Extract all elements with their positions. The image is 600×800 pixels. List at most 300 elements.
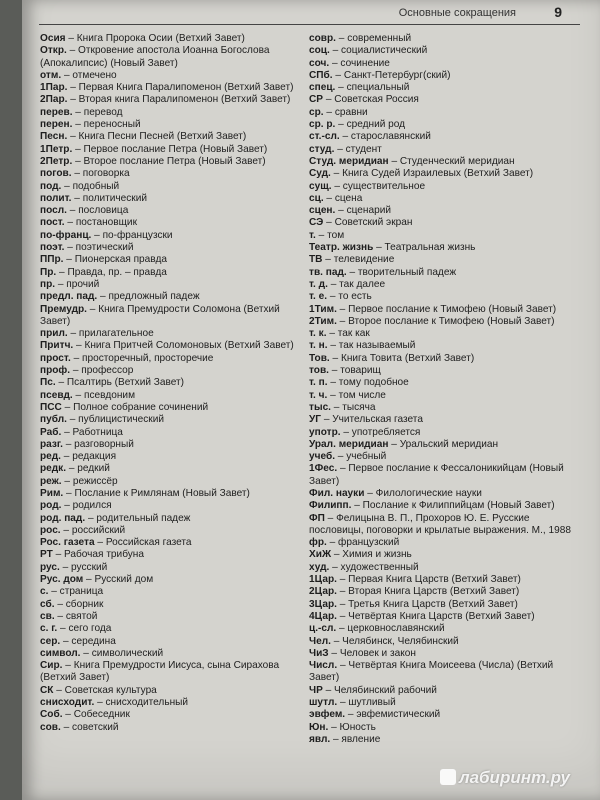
abbreviation-definition: – перевод	[72, 106, 123, 118]
abbreviation-term: спец.	[309, 82, 336, 94]
abbreviation-entry	[309, 451, 574, 463]
abbreviation-entry	[309, 279, 574, 291]
abbreviation-definition: – творительный падеж	[346, 266, 457, 278]
abbreviation-entry	[309, 340, 574, 352]
abbreviation-term: посл.	[40, 205, 67, 217]
abbreviation-definition: – специальный	[335, 82, 410, 94]
page-header	[39, 2, 580, 25]
abbreviation-definition: – Санкт-Петербург(ский)	[332, 69, 451, 81]
abbreviation-term: 2Пар.	[40, 94, 68, 106]
abbreviation-definition: – разговорный	[62, 438, 134, 450]
abbreviation-definition: – Вторая Книга Царств (Ветхий Завет)	[336, 586, 520, 598]
abbreviation-term: род.	[40, 500, 62, 512]
abbreviation-entry	[40, 254, 310, 266]
abbreviation-entry	[40, 427, 310, 439]
abbreviation-definition: – шутливый	[337, 697, 396, 709]
abbreviation-entry	[40, 205, 310, 217]
abbreviation-entry	[309, 353, 574, 365]
abbreviation-definition: – постановщик	[64, 217, 137, 229]
abbreviation-definition: – сборник	[54, 598, 104, 610]
abbreviation-definition: – французский	[326, 537, 400, 549]
abbreviation-entry	[309, 648, 574, 660]
abbreviation-definition: – Второе послание к Тимофею (Новый Завет)	[336, 315, 555, 327]
abbreviation-definition: – страница	[48, 586, 104, 598]
abbreviation-entry	[309, 574, 574, 586]
abbreviation-definition: – поэтический	[64, 242, 134, 254]
abbreviation-entry	[309, 58, 574, 70]
abbreviation-definition: – Книга Пророка Осии (Ветхий Завет)	[65, 33, 245, 44]
abbreviation-term: сб.	[40, 598, 55, 610]
abbreviation-definition: – том	[315, 229, 345, 241]
abbreviation-entry	[309, 316, 574, 328]
abbreviation-entry	[40, 131, 310, 143]
abbreviation-definition: – существительное	[331, 180, 426, 192]
abbreviation-term: Сир.	[40, 660, 63, 672]
watermark	[440, 768, 570, 788]
abbreviation-definition: – сравни	[323, 106, 368, 118]
abbreviation-definition: – Полное собрание сочинений	[61, 401, 209, 413]
abbreviation-term: употр.	[309, 426, 341, 438]
abbreviation-term: тыс.	[309, 401, 331, 413]
abbreviation-definition: – товарищ	[329, 365, 381, 377]
abbreviation-definition: – Книга Премудрости Соломона (Ветхий Завет)	[40, 303, 280, 327]
abbreviation-definition: – святой	[54, 610, 98, 622]
abbreviation-definition: – Учительская газета	[321, 414, 423, 426]
abbreviation-term: под.	[40, 180, 62, 192]
abbreviation-entry	[309, 463, 574, 488]
abbreviation-entry	[40, 513, 310, 525]
abbreviation-entry	[40, 193, 310, 205]
abbreviation-definition: – Российская газета	[94, 537, 192, 549]
abbreviation-definition: – символический	[80, 647, 164, 659]
abbreviation-entry	[40, 156, 310, 168]
abbreviation-term: 2Цар.	[309, 586, 337, 598]
abbreviation-definition: – редакция	[61, 451, 117, 463]
abbreviation-term: т. к.	[309, 328, 327, 340]
abbreviation-definition: – современный	[335, 33, 412, 44]
abbreviation-entry	[309, 119, 574, 131]
abbreviation-term: Осия	[40, 33, 66, 44]
abbreviation-term: СР	[309, 94, 324, 106]
abbreviation-term: пост.	[40, 217, 65, 229]
abbreviation-term: ПСС	[40, 401, 62, 413]
abbreviation-term: поэт.	[40, 242, 65, 254]
abbreviation-entry	[309, 562, 574, 574]
abbreviation-definition: – художественный	[329, 561, 419, 573]
abbreviation-term: Филипп.	[309, 500, 352, 512]
abbreviation-definition: – студент	[334, 143, 382, 155]
abbreviation-definition: – явление	[330, 733, 381, 745]
abbreviation-term: 3Цар.	[309, 598, 337, 610]
abbreviation-entry	[40, 119, 310, 131]
abbreviation-term: проф.	[40, 365, 71, 377]
abbreviation-term: Соб.	[40, 709, 63, 721]
abbreviation-definition: – сего года	[57, 623, 112, 635]
abbreviation-entry	[309, 623, 574, 635]
abbreviation-entry	[309, 304, 574, 316]
abbreviation-entry	[309, 107, 574, 119]
abbreviation-entry	[309, 549, 574, 561]
abbreviation-term: символ.	[40, 647, 81, 659]
abbreviation-entry	[309, 427, 574, 439]
abbreviation-entry	[309, 402, 574, 414]
abbreviation-definition: – употребляется	[340, 426, 421, 438]
abbreviation-entry	[40, 144, 310, 156]
abbreviation-term: ППр.	[40, 254, 64, 266]
abbreviation-term: студ.	[309, 143, 335, 155]
abbreviation-entry	[40, 181, 310, 193]
abbreviation-term: по-франц.	[40, 229, 92, 241]
abbreviation-term: ср. р.	[309, 119, 336, 131]
abbreviation-term: Юн.	[309, 721, 329, 733]
abbreviation-definition: – прочий	[55, 278, 100, 290]
abbreviation-entry	[309, 131, 574, 143]
abbreviation-definition: – телевидение	[322, 254, 395, 266]
abbreviation-entry	[40, 82, 310, 94]
abbreviation-term: РТ	[40, 549, 53, 561]
abbreviation-term: Урал. меридиан	[309, 438, 389, 450]
abbreviation-entry	[40, 242, 310, 254]
abbreviation-entry	[40, 414, 310, 426]
abbreviation-term: перев.	[40, 106, 73, 118]
abbreviation-definition: – переносный	[72, 119, 141, 131]
abbreviation-entry	[309, 242, 574, 254]
abbreviation-definition: – предложный падеж	[97, 291, 200, 303]
abbreviation-term: снисходит.	[40, 697, 95, 709]
abbreviation-entry	[40, 562, 310, 574]
abbreviation-entry	[309, 33, 574, 45]
abbreviation-definition: – Студенческий меридиан	[388, 155, 515, 167]
abbreviation-entry	[309, 414, 574, 426]
abbreviation-definition: – Книга Судей Израилевых (Ветхий Завет)	[330, 168, 534, 180]
abbreviation-definition: – пословица	[66, 205, 129, 217]
abbreviation-entry	[40, 267, 310, 279]
abbreviation-entry	[40, 574, 310, 586]
abbreviation-term: ст.-сл.	[309, 131, 340, 143]
labirint-logo-icon	[440, 769, 456, 785]
abbreviation-term: погов.	[40, 168, 72, 180]
abbreviation-term: публ.	[40, 414, 67, 426]
abbreviation-term: Тов.	[309, 352, 330, 364]
page-number: 9	[554, 4, 562, 20]
abbreviation-definition: – учебный	[335, 451, 387, 463]
abbreviation-entry	[309, 181, 574, 193]
abbreviation-entry	[40, 611, 310, 623]
abbreviation-entry	[309, 390, 574, 402]
abbreviation-term: тв. пад.	[309, 266, 347, 278]
abbreviation-entry	[309, 722, 574, 734]
abbreviation-term: Чел.	[309, 635, 331, 647]
abbreviation-entry	[309, 734, 574, 746]
book-page	[22, 0, 600, 800]
abbreviation-definition: – Книга Песни Песней (Ветхий Завет)	[67, 131, 247, 143]
abbreviation-term: соч.	[309, 57, 330, 69]
abbreviation-definition: – Третья Книга Царств (Ветхий Завет)	[336, 598, 518, 610]
abbreviation-entry	[40, 537, 310, 549]
abbreviation-entry	[309, 328, 574, 340]
abbreviation-definition: – прилагательное	[67, 328, 154, 340]
abbreviation-term: Откр.	[40, 45, 67, 57]
abbreviation-entry	[40, 377, 310, 389]
abbreviation-term: фр.	[309, 537, 327, 549]
abbreviation-definition: – середина	[60, 635, 116, 647]
abbreviation-entry	[309, 291, 574, 303]
abbreviation-entry	[309, 611, 574, 623]
abbreviation-entry	[40, 660, 310, 685]
abbreviation-definition: – снисходительный	[94, 697, 189, 709]
abbreviation-entry	[40, 94, 310, 106]
abbreviation-definition: – Правда, пр. – правда	[56, 266, 167, 278]
abbreviation-entry	[40, 291, 310, 303]
abbreviation-term: сер.	[40, 635, 61, 647]
abbreviation-entry	[40, 549, 310, 561]
abbreviation-entry	[40, 33, 310, 45]
abbreviation-term: редк.	[40, 463, 67, 475]
abbreviation-entry	[309, 94, 574, 106]
abbreviation-definition: – Химия и жизнь	[331, 549, 412, 561]
abbreviation-entry	[309, 168, 574, 180]
abbreviation-definition: – Челябинский рабочий	[322, 684, 437, 696]
abbreviation-entry	[40, 697, 310, 709]
abbreviation-term: Песн.	[40, 131, 68, 143]
abbreviation-definition: – так называемый	[327, 340, 416, 352]
abbreviation-entry	[40, 70, 310, 82]
abbreviation-term: ц.-сл.	[309, 623, 337, 635]
abbreviation-definition: – Псалтирь (Ветхий Завет)	[55, 377, 184, 389]
abbreviation-entry	[40, 586, 310, 598]
abbreviation-term: Театр. жизнь	[309, 242, 374, 254]
abbreviation-definition: – том числе	[327, 389, 386, 401]
abbreviation-definition: – средний род	[335, 119, 406, 131]
abbreviation-definition: – Фелицына В. П., Прохоров Ю. Е. Русские пословицы, поговорки и крылатые выражения. М., 1988	[309, 512, 571, 536]
abbreviation-entry	[40, 353, 310, 365]
abbreviation-term: отм.	[40, 69, 62, 81]
abbreviation-entry	[40, 599, 310, 611]
abbreviation-term: Рос. газета	[40, 537, 95, 549]
abbreviation-entry	[40, 476, 310, 488]
abbreviation-term: т.	[309, 229, 316, 241]
abbreviation-term: тов.	[309, 365, 329, 377]
abbreviation-term: с. г.	[40, 623, 58, 635]
abbreviation-definition: – сцена	[323, 192, 363, 204]
abbreviation-definition: – Четвёртая Книга Царств (Ветхий Завет)	[336, 610, 535, 622]
abbreviation-entry	[309, 365, 574, 377]
abbreviation-term: прост.	[40, 352, 71, 364]
abbreviation-definition: – Послание к Филиппийцам (Новый Завет)	[351, 500, 555, 512]
abbreviation-entry	[40, 217, 310, 229]
abbreviation-definition: – Советский экран	[323, 217, 413, 229]
abbreviation-entry	[40, 439, 310, 451]
abbreviation-term: ФП	[309, 512, 325, 524]
abbreviation-term: т. ч.	[309, 389, 328, 401]
abbreviation-entry	[40, 402, 310, 414]
abbreviation-term: пр.	[40, 278, 56, 290]
abbreviation-term: 2Тим.	[309, 315, 337, 327]
abbreviation-definition: – Книга Товита (Ветхий Завет)	[329, 352, 475, 364]
abbreviation-term: СК	[40, 684, 54, 696]
abbreviation-term: Премудр.	[40, 303, 87, 315]
abbreviation-entry	[309, 660, 574, 685]
abbreviation-definition: – поговорка	[71, 168, 130, 180]
abbreviation-term: Рус. дом	[40, 574, 84, 586]
abbreviation-entry	[309, 697, 574, 709]
abbreviation-term: 4Цар.	[309, 610, 337, 622]
abbreviation-entry	[40, 340, 310, 352]
abbreviation-term: Суд.	[309, 168, 331, 180]
abbreviation-term: соц.	[309, 45, 330, 57]
abbreviation-entry	[309, 586, 574, 598]
abbreviation-definition: – тому подобное	[327, 377, 409, 389]
abbreviation-definition: – эвфемистический	[345, 709, 441, 721]
abbreviation-definition: – Человек и закон	[328, 647, 416, 659]
abbreviation-entry	[40, 365, 310, 377]
abbreviation-definition: – Первое послание к Фессалоникийцам (Новый Завет)	[309, 463, 564, 487]
abbreviation-definition: – Филологические науки	[364, 487, 482, 499]
abbreviation-term: сущ.	[309, 180, 332, 192]
abbreviation-entry	[309, 45, 574, 57]
abbreviation-term: предл. пад.	[40, 291, 98, 303]
abbreviation-definition: – родительный падеж	[85, 512, 191, 524]
watermark-text: лабиринт.ру	[459, 768, 570, 787]
abbreviation-term: СПб.	[309, 69, 333, 81]
abbreviation-entry	[309, 205, 574, 217]
abbreviation-entry	[309, 488, 574, 500]
abbreviation-entry	[309, 685, 574, 697]
abbreviation-definition: – профессор	[70, 365, 134, 377]
abbreviation-entry	[309, 709, 574, 721]
abbreviation-entry	[309, 513, 574, 538]
abbreviation-term: ЧиЗ	[309, 647, 329, 659]
abbreviation-entry	[40, 500, 310, 512]
abbreviation-entry	[40, 722, 310, 734]
abbreviation-term: 1Петр.	[40, 143, 73, 155]
abbreviation-term: совр.	[309, 33, 336, 44]
abbreviation-term: т. н.	[309, 340, 328, 352]
abbreviation-term: 2Петр.	[40, 155, 73, 167]
abbreviation-entry	[40, 279, 310, 291]
abbreviation-definition: – старославянский	[339, 131, 431, 143]
abbreviation-term: рос.	[40, 524, 61, 536]
abbreviation-definition: – родился	[61, 500, 112, 512]
abbreviation-definition: – Собеседник	[62, 709, 130, 721]
abbreviation-entry	[309, 636, 574, 648]
abbreviation-entry	[309, 500, 574, 512]
abbreviation-definition: – отмечено	[61, 69, 117, 81]
abbreviation-definition: – Челябинск, Челябинский	[330, 635, 459, 647]
abbreviation-entry	[40, 45, 310, 70]
abbreviation-definition: – Послание к Римлянам (Новый Завет)	[63, 487, 250, 499]
abbreviation-definition: – российский	[60, 524, 126, 536]
abbreviation-term: худ.	[309, 561, 330, 573]
abbreviation-definition: – церковнославянский	[336, 623, 445, 635]
abbreviation-definition: – советский	[60, 721, 119, 733]
abbreviation-entry	[40, 390, 310, 402]
abbreviation-definition: – так далее	[327, 278, 386, 290]
abbreviation-definition: – по-французски	[91, 229, 173, 241]
abbreviation-term: с.	[40, 586, 49, 598]
abbreviation-definition: – Советская культура	[53, 684, 157, 696]
abbreviation-entry	[40, 328, 310, 340]
abbreviation-definition: – Пионерская правда	[63, 254, 168, 266]
abbreviation-entry	[40, 709, 310, 721]
abbreviation-definition: – редкий	[66, 463, 110, 475]
abbreviation-definition: – Юность	[328, 721, 376, 733]
abbreviation-term: ХиЖ	[309, 549, 332, 561]
abbreviation-term: разг.	[40, 438, 63, 450]
abbreviation-term: 1Пар.	[40, 82, 68, 94]
abbreviation-term: Рим.	[40, 487, 64, 499]
abbreviation-term: сов.	[40, 721, 61, 733]
abbreviation-entry	[40, 685, 310, 697]
abbreviation-entry	[40, 168, 310, 180]
abbreviation-term: Притч.	[40, 340, 74, 352]
abbreviation-term: полит.	[40, 192, 72, 204]
abbreviation-entry	[40, 623, 310, 635]
running-title: Основные сокращения	[398, 7, 516, 19]
abbreviation-term: Пс.	[40, 377, 56, 389]
abbreviation-entry	[309, 230, 574, 242]
abbreviation-term: т. п.	[309, 377, 328, 389]
abbreviation-definition: – псевдоним	[72, 389, 136, 401]
abbreviation-entry	[309, 70, 574, 82]
abbreviation-term: учеб.	[309, 451, 335, 463]
abbreviation-definition: – Рабочая трибуна	[52, 549, 144, 561]
abbreviation-term: сц.	[309, 192, 324, 204]
abbreviation-definition: – Русский дом	[83, 574, 154, 586]
abbreviation-entry	[309, 439, 574, 451]
abbreviation-definition: – подобный	[61, 180, 120, 192]
abbreviation-definition: – политический	[71, 192, 147, 204]
abbreviation-term: т. е.	[309, 291, 328, 303]
abbreviation-term: 1Тим.	[309, 303, 337, 315]
abbreviation-entry	[309, 599, 574, 611]
abbreviation-term: СЭ	[309, 217, 324, 229]
abbreviation-term: реж.	[40, 475, 62, 487]
abbreviation-definition: – социалистический	[329, 45, 428, 57]
abbreviation-entry	[40, 648, 310, 660]
abbreviation-entry	[309, 537, 574, 549]
abbreviation-definition: – просторечный, просторечие	[70, 352, 214, 364]
abbreviation-term: род. пад.	[40, 512, 86, 524]
abbreviation-term: ЧР	[309, 684, 323, 696]
abbreviation-entry	[40, 636, 310, 648]
abbreviation-term: 1Цар.	[309, 574, 337, 586]
abbreviation-definition: – сочинение	[329, 57, 390, 69]
abbreviation-definition: – Второе послание Петра (Новый Завет)	[72, 155, 266, 167]
abbreviation-term: Фил. науки	[309, 487, 365, 499]
abbreviation-term: ТВ	[309, 254, 323, 266]
abbreviations-left-column	[40, 33, 310, 734]
abbreviation-definition: – тысяча	[330, 401, 376, 413]
abbreviation-definition: – Уральский меридиан	[388, 438, 499, 450]
abbreviation-term: ред.	[40, 451, 61, 463]
abbreviation-entry	[309, 217, 574, 229]
abbreviation-definition: – Театральная жизнь	[373, 242, 476, 254]
abbreviation-definition: – так как	[326, 328, 370, 340]
abbreviation-entry	[309, 267, 574, 279]
abbreviation-definition: – режиссёр	[61, 475, 118, 487]
abbreviation-term: т. д.	[309, 278, 328, 290]
abbreviation-definition: – Первая Книга Паралипоменон (Ветхий Завет)	[67, 82, 294, 94]
abbreviation-entry	[309, 193, 574, 205]
abbreviation-entry	[309, 254, 574, 266]
abbreviation-entry	[40, 463, 310, 475]
abbreviation-term: прил.	[40, 328, 68, 340]
abbreviations-right-column	[309, 33, 574, 746]
abbreviation-term: перен.	[40, 119, 73, 131]
abbreviation-term: Пр.	[40, 266, 57, 278]
abbreviation-definition: – то есть	[327, 291, 372, 303]
